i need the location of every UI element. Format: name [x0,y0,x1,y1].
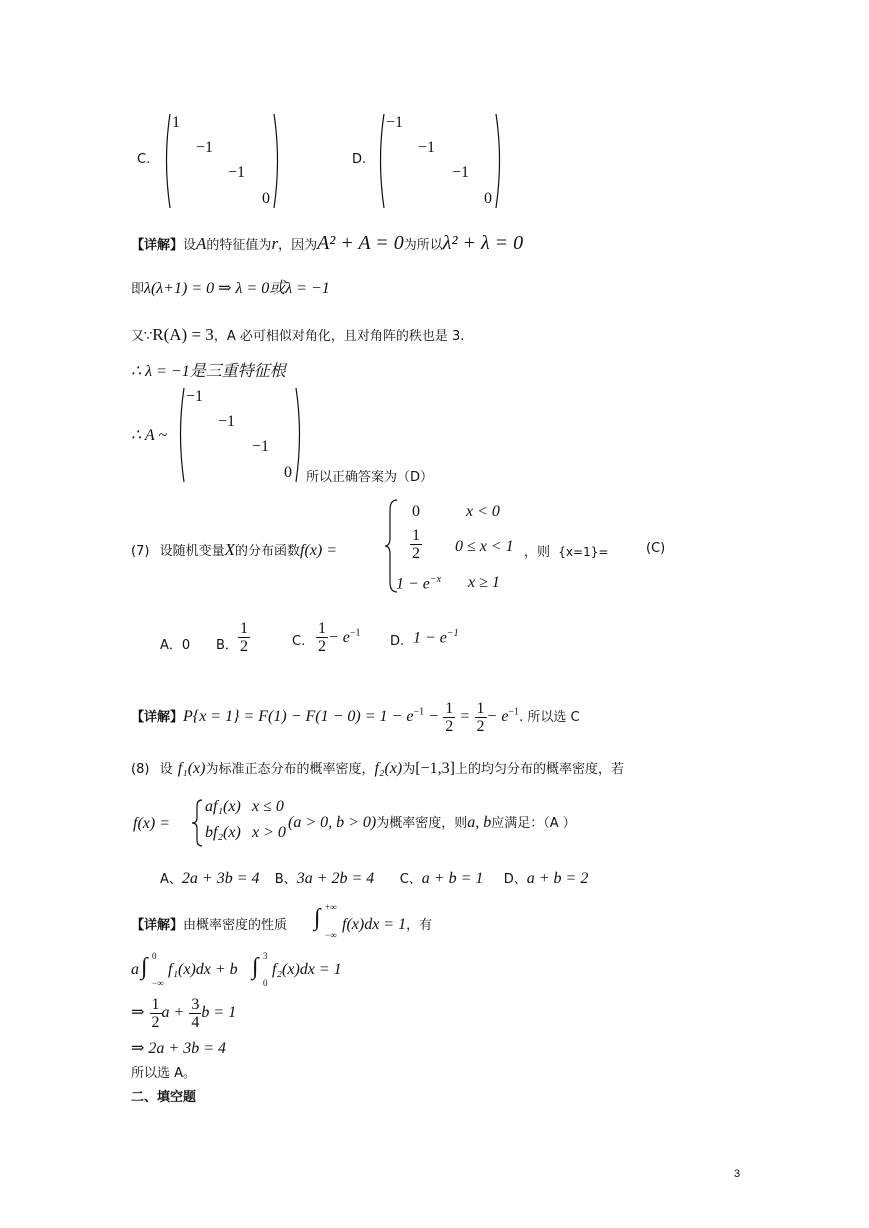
detail8-line2-int1-upper: 0 [152,951,157,961]
q7-answer: (C) [646,541,666,556]
q8-brace [192,798,204,848]
q8-stem-line1: (8) 设 f₁(x)为标准正态分布的概率密度，f₂(x)为[−1,3]上的均匀分布的概率密度，若 [131,760,624,777]
detail8-line2-end: f₂(x)dx = 1 [272,961,342,978]
q7-option-b: $\frac{1}{2}$ [240,620,248,655]
q8-stem-line2: (a > 0, b > 0)为概率密度，则a, b应满足：（A ） [288,814,576,831]
option-d-label: D. [352,152,367,167]
detail8-line1: 【详解】由概率密度的性质 [131,918,288,933]
q8-case1: af₁(x) [205,798,241,815]
detail8-line2-a: a [131,961,139,978]
detail8-line4: ⇒ 2a + 3b = 4 [131,1040,226,1057]
q7-case1-condition: x < 0 [466,503,500,520]
q8-case1-condition: x ≤ 0 [252,798,284,815]
q7-option-c: $\frac{1}{2}$ − $e^{-1}$ [318,620,361,655]
q7-case2-value: $\frac{1}{2}$ [412,527,420,562]
detail8-line2-int2-upper: 3 [263,951,268,961]
option-c-label: C. [137,152,151,167]
q8-fx: f(x) = [133,815,170,832]
q7-case3-condition: x ≥ 1 [468,574,500,591]
detail6-line1: 【详解】设A的特征值为r，因为A² + A = 0为所以λ² + λ = 0 [131,232,524,254]
q8-options: A、2a + 3b = 4 B、3a + 2b = 4 C、a + b = 1 D、a + b = 2 [160,870,589,887]
q7-option-d-label: D. [390,634,405,649]
q7-option-d: $1 - e^{-1}$ [413,628,459,647]
detail8-line2-int2-lower: 0 [263,978,268,988]
detail6-line5-lhs: ∴ A ~ [131,427,168,444]
detail6-answer: 所以正确答案为（D） [306,470,434,485]
q7-option-a: A．0 [160,638,191,653]
q7-stem-tail: ，则 {x=1}= [524,545,609,560]
detail8-line2-int1-lower: −∞ [152,978,164,988]
detail8-integrand: f(x)dx = 1，有 [342,916,433,933]
page-number: 3 [734,1168,741,1180]
detail6-line2: 即λ(λ+1) = 0 ⇒ λ = 0或λ = −1 [131,280,330,297]
option-c-matrix: 1 −1 −1 0 [172,114,270,207]
detail6-line3: 又∵R(A) = 3，A 必可相似对角化，且对角阵的秩也是 3. [131,325,465,344]
q7-stem: (7) 设随机变量X的分布函数f(x) = [131,540,338,559]
detail8-integral-sign: ∫ [314,905,321,931]
detail8-int-lower: −∞ [325,930,337,940]
detail8-line2-int1: ∫ [141,954,148,980]
detail8-line2-mid: f₁(x)dx + b [168,961,238,978]
option-d-matrix: −1 −1 −1 0 [386,114,492,207]
q7-case1-value: 0 [412,503,420,520]
detail6-line4: ∴ λ = −1是三重特征根 [131,363,286,380]
detail7-equation: 【详解】$P\{x = 1\} = F(1) - F(1 - 0) = 1 - e^{-1}$ − $\frac{1}{2}$ = $\frac{1}{2}$ − $e^{-1}$. 所以选 C [131,700,580,735]
detail8-line3: ⇒ $\frac{1}{2}$ a + $\frac{3}{4}$ b = 1 [131,996,237,1031]
detail6-matrix: −1 −1 −1 0 [186,388,292,481]
detail8-conclusion: 所以选 A。 [131,1066,197,1081]
section-heading: 二、填空题 [131,1090,197,1105]
q8-case2: bf₂(x) [205,824,241,841]
q7-case3-value: $1 - e^{-x}$ [396,574,442,593]
q7-case2-condition: 0 ≤ x < 1 [455,538,514,555]
detail8-int-upper: +∞ [325,902,337,912]
q7-option-c-label: C. [292,634,306,649]
q8-case2-condition: x > 0 [252,824,286,841]
detail8-line2-int2: ∫ [252,954,259,980]
q7-option-b-label: B． [216,638,238,653]
